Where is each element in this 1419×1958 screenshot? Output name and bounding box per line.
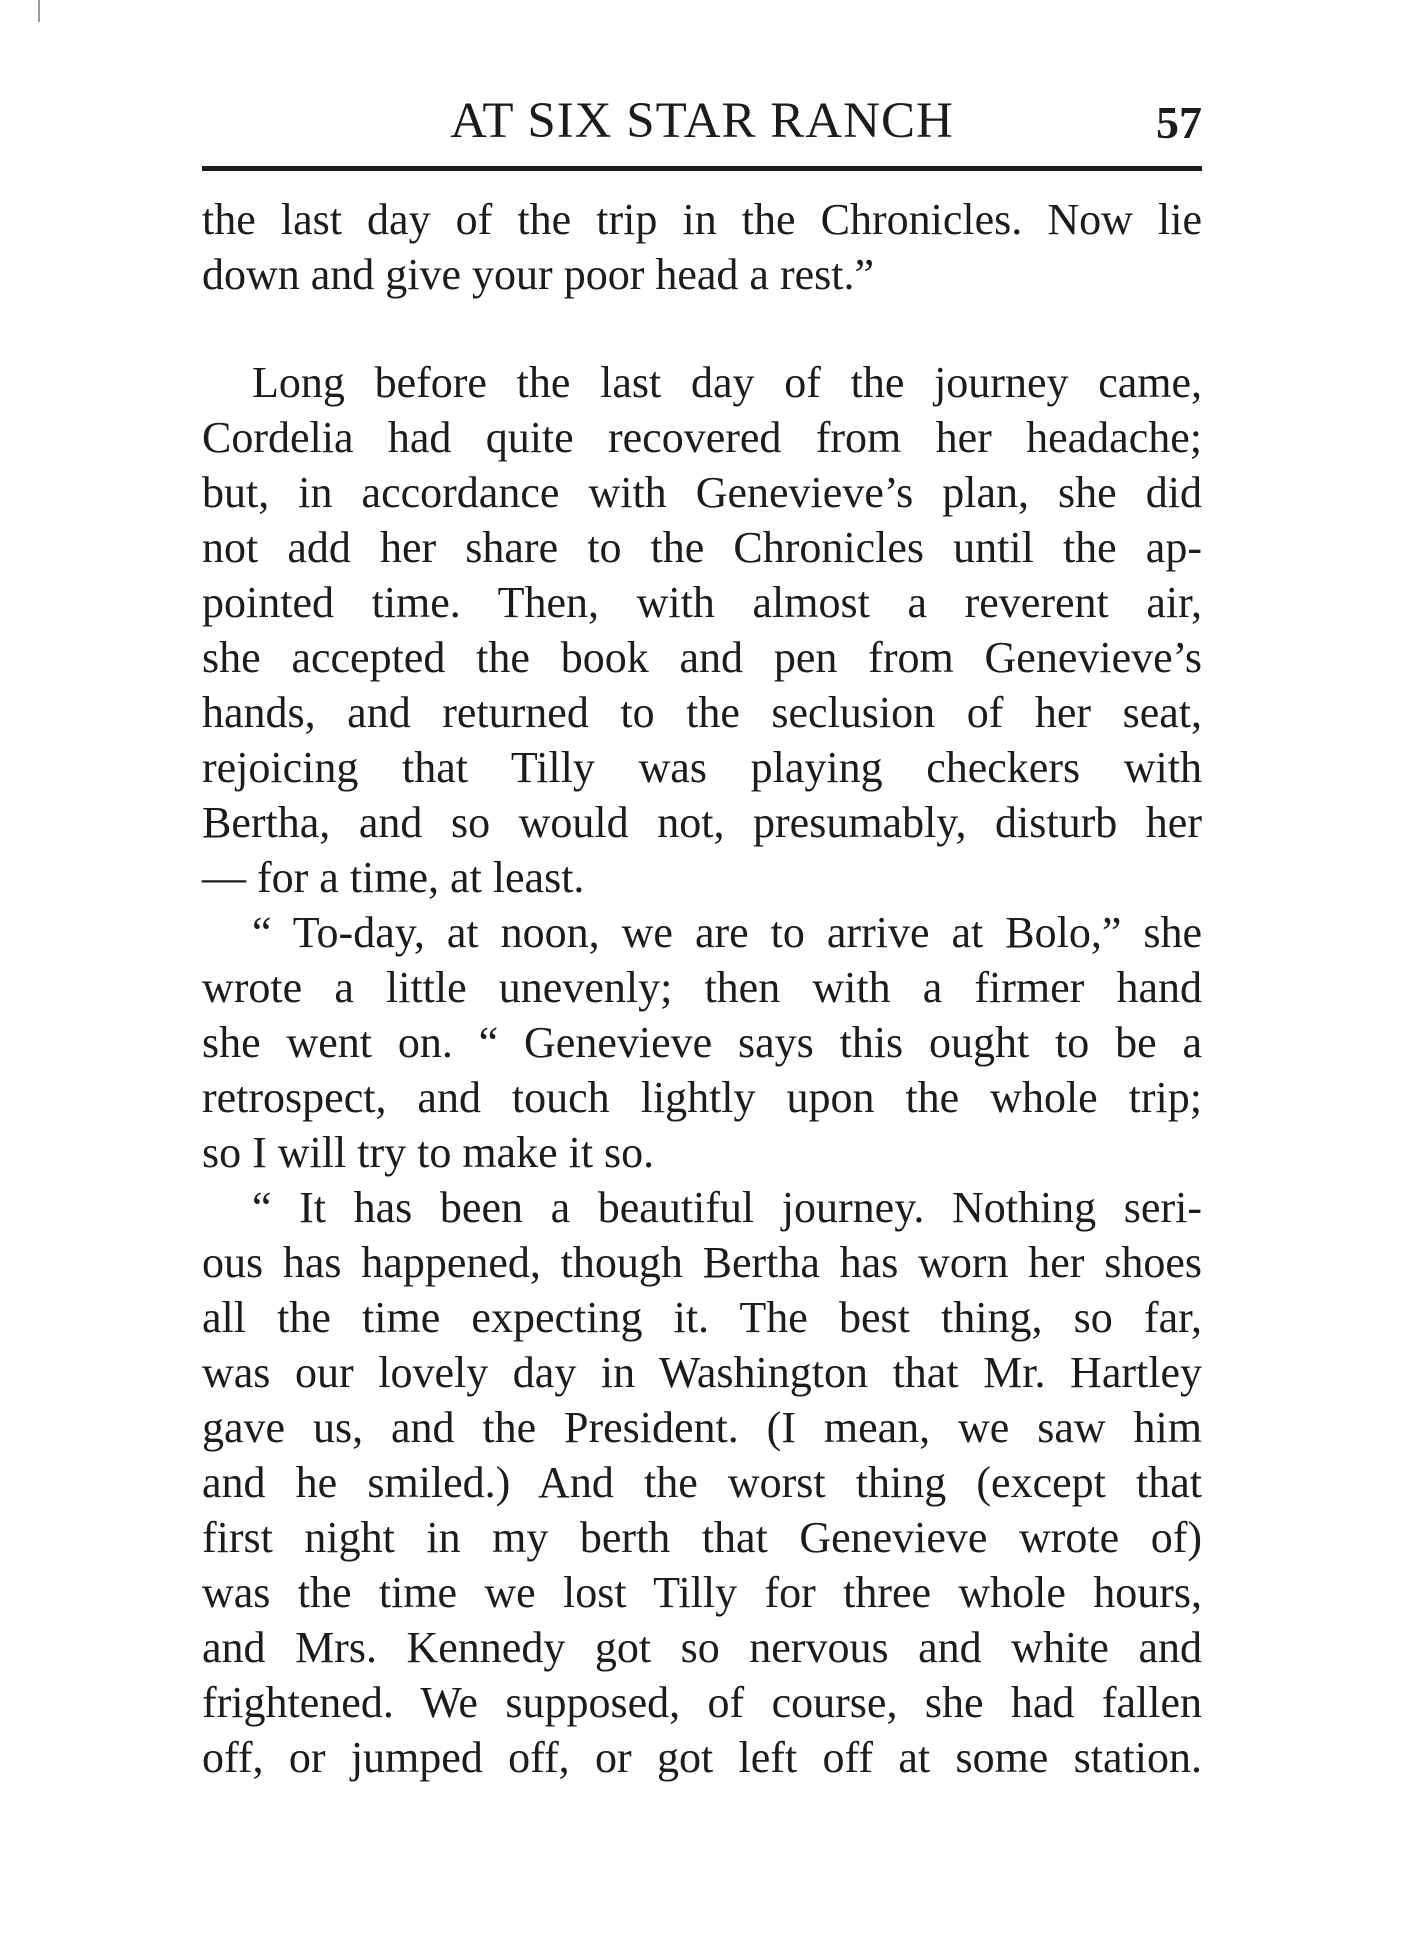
text-line: “ It has been a beautiful journey. Nothing seri-: [252, 1183, 1202, 1232]
text-line: Long before the last day of the journey came,: [252, 358, 1202, 407]
text-line: gave us, and the President. (I mean, we saw him: [202, 1403, 1202, 1452]
text-line: but, in accordance with Genevieve’s plan, she did: [202, 468, 1202, 517]
text-line: pointed time. Then, with almost a reverent air,: [202, 578, 1202, 627]
text-line: hands, and returned to the seclusion of her seat,: [202, 688, 1202, 737]
text-line: wrote a little unevenly; then with a firmer hand: [202, 963, 1202, 1012]
text-line: all the time expecting it. The best thing, so far,: [202, 1293, 1202, 1342]
paragraph: [202, 192, 1202, 302]
text-line: frightened. We supposed, of course, she had fallen: [202, 1678, 1202, 1727]
text-line: Bertha, and so would not, presumably, disturb her: [202, 798, 1202, 847]
text-line: so I will try to make it so.: [202, 1128, 655, 1177]
text-line: she went on. “ Genevieve says this ought to be a: [202, 1018, 1202, 1067]
paragraph: [202, 1180, 1202, 1785]
text-line: down and give your poor head a rest.”: [202, 250, 875, 299]
text-line: off, or jumped off, or got left off at some station.: [202, 1733, 1202, 1782]
text-line: Cordelia had quite recovered from her headache;: [202, 413, 1202, 462]
text-line: and he smiled.) And the worst thing (except that: [202, 1458, 1202, 1507]
text-line: first night in my berth that Genevieve wrote of): [202, 1513, 1202, 1562]
paragraph: [202, 355, 1202, 905]
text-line: she accepted the book and pen from Genevieve’s: [202, 633, 1202, 682]
text-line: the last day of the trip in the Chronicles. Now lie: [202, 195, 1202, 244]
running-title: AT SIX STAR RANCH: [450, 93, 954, 149]
scan-mark: [38, 0, 40, 22]
page-header: [202, 88, 1202, 154]
text-line: rejoicing that Tilly was playing checkers with: [202, 743, 1202, 792]
paragraph-gap: [202, 302, 1202, 355]
text-line: was the time we lost Tilly for three whole hours,: [202, 1568, 1202, 1617]
paragraph: [202, 905, 1202, 1180]
text-line: and Mrs. Kennedy got so nervous and white and: [202, 1623, 1202, 1672]
text-line: was our lovely day in Washington that Mr. Hartley: [202, 1348, 1202, 1397]
text-line: retrospect, and touch lightly upon the whole trip;: [202, 1073, 1202, 1122]
text-line: not add her share to the Chronicles until the ap-: [202, 523, 1202, 572]
text-line: “ To-day, at noon, we are to arrive at Bolo,” she: [252, 908, 1202, 957]
page-number: 57: [1156, 97, 1202, 148]
body-text: [202, 192, 1202, 1785]
text-line: ous has happened, though Bertha has worn her shoes: [202, 1238, 1202, 1287]
text-line: — for a time, at least.: [202, 853, 585, 902]
header-rule: [202, 166, 1202, 171]
